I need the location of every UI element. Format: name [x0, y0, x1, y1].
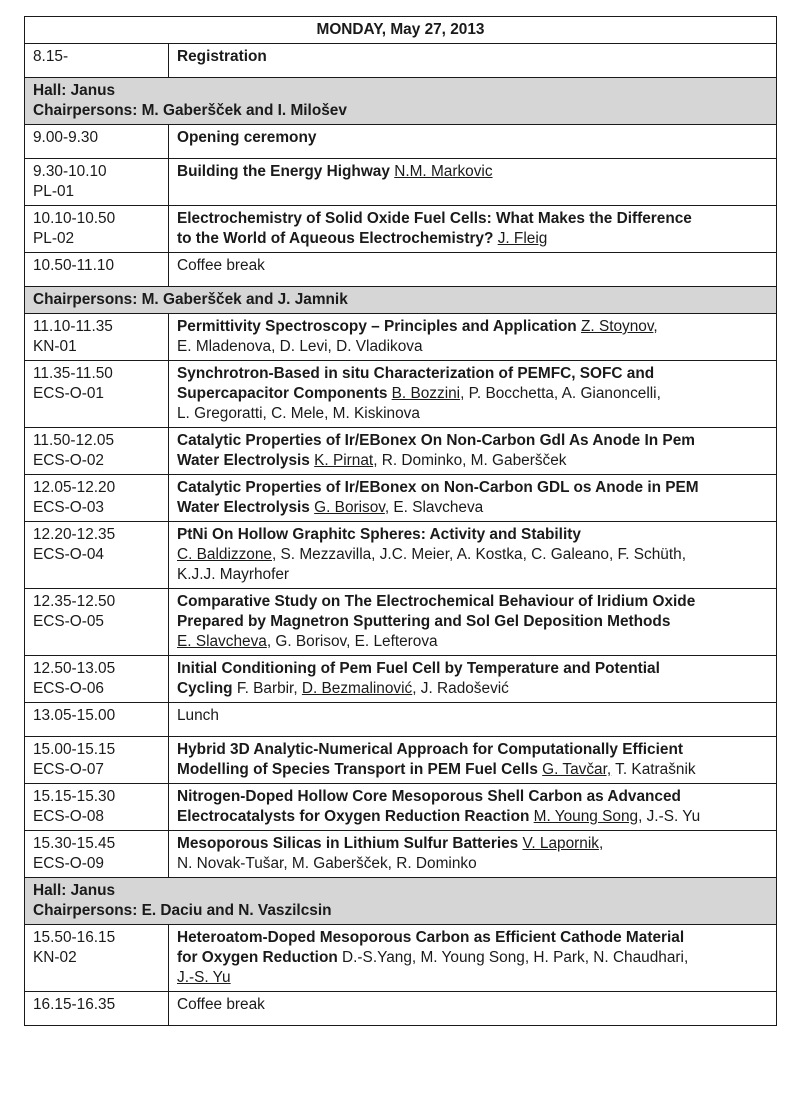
session-cell: Mesoporous Silicas in Lithium Sulfur Batteries V. Lapornik, N. Novak-Tušar, M. Gaberšček, R. Dominko — [169, 831, 777, 878]
talk-title: Hybrid 3D Analytic-Numerical Approach for Computationally Efficient — [177, 741, 683, 758]
talk-title: Water Electrolysis — [177, 452, 310, 469]
talk-title: Electrochemistry of Solid Oxide Fuel Cells: What Makes the Difference — [177, 210, 692, 227]
chairpersons: Chairpersons: M. Gaberšček and I. Milošev — [33, 102, 347, 119]
time-cell: 16.15-16.35 — [25, 992, 169, 1026]
session-cell — [169, 159, 777, 206]
time-cell: 12.05-12.20 ECS-O-03 — [25, 475, 169, 522]
table-row — [25, 475, 777, 522]
time-cell: 9.30-10.10 PL-01 — [25, 159, 169, 206]
hall-name: Hall: Janus — [33, 82, 116, 99]
session-cell — [169, 475, 777, 522]
table-row — [25, 44, 777, 78]
table-row — [25, 992, 777, 1026]
authors: L. Gregoratti, C. Mele, M. Kiskinova — [177, 405, 420, 422]
authors: N. Novak-Tušar, M. Gaberšček, R. Dominko — [177, 855, 477, 872]
talk-code: ECS-O-08 — [33, 808, 104, 825]
talk-title: Building the Energy Highway — [177, 163, 390, 180]
talk-title: Electrocatalysts for Oxygen Reduction Reaction — [177, 808, 530, 825]
time-cell: 11.50-12.05 ECS-O-02 — [25, 428, 169, 475]
hall-header — [25, 78, 777, 125]
talk-title: Nitrogen-Doped Hollow Core Mesoporous Shell Carbon as Advanced — [177, 788, 681, 805]
time-cell: 11.10-11.35 KN-01 — [25, 314, 169, 361]
session-title: Registration — [177, 48, 267, 65]
talk-title: Catalytic Properties of Ir/EBonex on Non-Carbon GDL os Anode in PEM — [177, 479, 699, 496]
talk-title: PtNi On Hollow Graphitc Spheres: Activity and Stability — [177, 526, 581, 543]
presenter: Z. Stoynov — [580, 318, 654, 335]
authors: , P. Bocchetta, A. Gianoncelli, — [460, 385, 661, 402]
talk-title: to the World of Aqueous Electrochemistry? — [177, 230, 494, 247]
session-cell — [169, 361, 777, 428]
authors: , R. Dominko, M. Gaberšček — [373, 452, 567, 469]
session-cell — [169, 784, 777, 831]
title-row — [25, 17, 777, 44]
session-cell: Permittivity Spectroscopy – Principles and Application Z. Stoynov, E. Mladenova, D. Levi, D. Vladikova — [169, 314, 777, 361]
talk-code: PL-02 — [33, 230, 75, 247]
talk-title: Synchrotron-Based in situ Characterization of PEMFC, SOFC and — [177, 365, 655, 382]
session-cell — [169, 206, 777, 253]
authors: , J.-S. Yu — [638, 808, 701, 825]
session-cell — [169, 428, 777, 475]
presenter: D. Bezmalinović — [301, 680, 413, 697]
authors: F. Barbir, — [232, 680, 302, 697]
talk-title: Catalytic Properties of Ir/EBonex On Non-Carbon Gdl As Anode In Pem — [177, 432, 695, 449]
authors: E. Mladenova, D. Levi, D. Vladikova — [177, 338, 423, 355]
session-cell — [169, 253, 777, 287]
presenter: G. Borisov — [314, 499, 385, 516]
talk-title: Modelling of Species Transport in PEM Fuel Cells — [177, 761, 538, 778]
time-cell: 15.30-15.45 ECS-O-09 — [25, 831, 169, 878]
table-row — [25, 361, 777, 428]
session-cell — [169, 522, 777, 589]
break-label: Coffee break — [177, 257, 265, 274]
talk-title: Heteroatom-Doped Mesoporous Carbon as Efficient Cathode Material — [177, 929, 685, 946]
session-cell — [169, 656, 777, 703]
authors: K.J.J. Mayrhofer — [177, 566, 290, 583]
table-row — [25, 428, 777, 475]
time-cell: 10.50-11.10 — [25, 253, 169, 287]
presenter: G. Tavčar, — [542, 761, 612, 778]
authors: , J. Radošević — [412, 680, 509, 697]
authors: T. Katrašnik — [611, 761, 696, 778]
presenter: J. Fleig — [497, 230, 548, 247]
authors: D.-S.Yang, M. Young Song, H. Park, N. Chaudhari, — [337, 949, 689, 966]
time-cell: 9.00-9.30 — [25, 125, 169, 159]
table-row — [25, 925, 777, 992]
authors: , G. Borisov, E. Lefterova — [266, 633, 438, 650]
talk-code: ECS-O-05 — [33, 613, 104, 630]
hall-name: Hall: Janus — [33, 882, 116, 899]
talk-code: ECS-O-02 — [33, 452, 104, 469]
session-cell — [169, 992, 777, 1026]
presenter: E. Slavcheva — [177, 633, 267, 650]
talk-title: Water Electrolysis — [177, 499, 310, 516]
time-cell: 12.35-12.50 ECS-O-05 — [25, 589, 169, 656]
authors: , E. Slavcheva — [384, 499, 484, 516]
session-cell — [169, 589, 777, 656]
talk-code: ECS-O-07 — [33, 761, 104, 778]
presenter: J.-S. Yu — [177, 969, 231, 986]
talk-code: KN-02 — [33, 949, 77, 966]
presenter: V. Lapornik — [522, 835, 599, 852]
presenter: C. Baldizzone — [177, 546, 272, 563]
time-cell: 8.15- — [25, 44, 169, 78]
hall-header — [25, 878, 777, 925]
chairpersons: Chairpersons: E. Daciu and N. Vaszilcsin — [33, 902, 332, 919]
hall-header — [25, 287, 777, 314]
talk-code: ECS-O-03 — [33, 499, 104, 516]
presenter: B. Bozzini — [391, 385, 461, 402]
talk-title: Permittivity Spectroscopy – Principles and Application — [177, 318, 577, 335]
table-row — [25, 656, 777, 703]
table-row — [25, 159, 777, 206]
hall-row — [25, 287, 777, 314]
session-cell — [169, 737, 777, 784]
page-title: MONDAY, May 27, 2013 — [25, 17, 777, 44]
talk-code: ECS-O-06 — [33, 680, 104, 697]
talk-title: Cycling — [177, 680, 233, 697]
table-row — [25, 831, 777, 878]
break-label: Coffee break — [177, 996, 265, 1013]
talk-code: PL-01 — [33, 183, 75, 200]
table-row — [25, 206, 777, 253]
presenter: N.M. Markovic — [394, 163, 493, 180]
time-cell: 13.05-15.00 — [25, 703, 169, 737]
talk-title: Supercapacitor Components — [177, 385, 388, 402]
talk-code: ECS-O-04 — [33, 546, 104, 563]
session-cell — [169, 125, 777, 159]
presenter: K. Pirnat — [314, 452, 374, 469]
presenter: M. Young Song — [533, 808, 639, 825]
session-cell — [169, 703, 777, 737]
session-cell — [169, 925, 777, 992]
session-title: Opening ceremony — [177, 129, 317, 146]
program-table — [24, 16, 777, 1026]
break-label: Lunch — [177, 707, 219, 724]
time-cell: 10.10-10.50 PL-02 — [25, 206, 169, 253]
table-row — [25, 125, 777, 159]
talk-title: Mesoporous Silicas in Lithium Sulfur Batteries — [177, 835, 519, 852]
table-row — [25, 314, 777, 361]
talk-title: Initial Conditioning of Pem Fuel Cell by Temperature and Potential — [177, 660, 660, 677]
session-cell — [169, 44, 777, 78]
talk-code: ECS-O-09 — [33, 855, 104, 872]
talk-code: KN-01 — [33, 338, 77, 355]
time-cell: 15.50-16.15 KN-02 — [25, 925, 169, 992]
talk-title: Prepared by Magnetron Sputtering and Sol Gel Deposition Methods — [177, 613, 671, 630]
talk-code: ECS-O-01 — [33, 385, 104, 402]
table-row — [25, 253, 777, 287]
time-cell: 11.35-11.50 ECS-O-01 — [25, 361, 169, 428]
table-row — [25, 522, 777, 589]
talk-title: Comparative Study on The Electrochemical Behaviour of Iridium Oxide — [177, 593, 696, 610]
chairpersons: Chairpersons: M. Gaberšček and J. Jamnik — [33, 291, 348, 308]
table-row — [25, 589, 777, 656]
hall-row — [25, 878, 777, 925]
table-row — [25, 703, 777, 737]
time-cell: 15.00-15.15 ECS-O-07 — [25, 737, 169, 784]
table-row — [25, 784, 777, 831]
time-cell: 12.20-12.35 ECS-O-04 — [25, 522, 169, 589]
hall-row — [25, 78, 777, 125]
talk-title: for Oxygen Reduction — [177, 949, 338, 966]
time-cell: 12.50-13.05 ECS-O-06 — [25, 656, 169, 703]
time-cell: 15.15-15.30 ECS-O-08 — [25, 784, 169, 831]
authors: , S. Mezzavilla, J.C. Meier, A. Kostka, C. Galeano, F. Schüth, — [271, 546, 686, 563]
table-row — [25, 737, 777, 784]
